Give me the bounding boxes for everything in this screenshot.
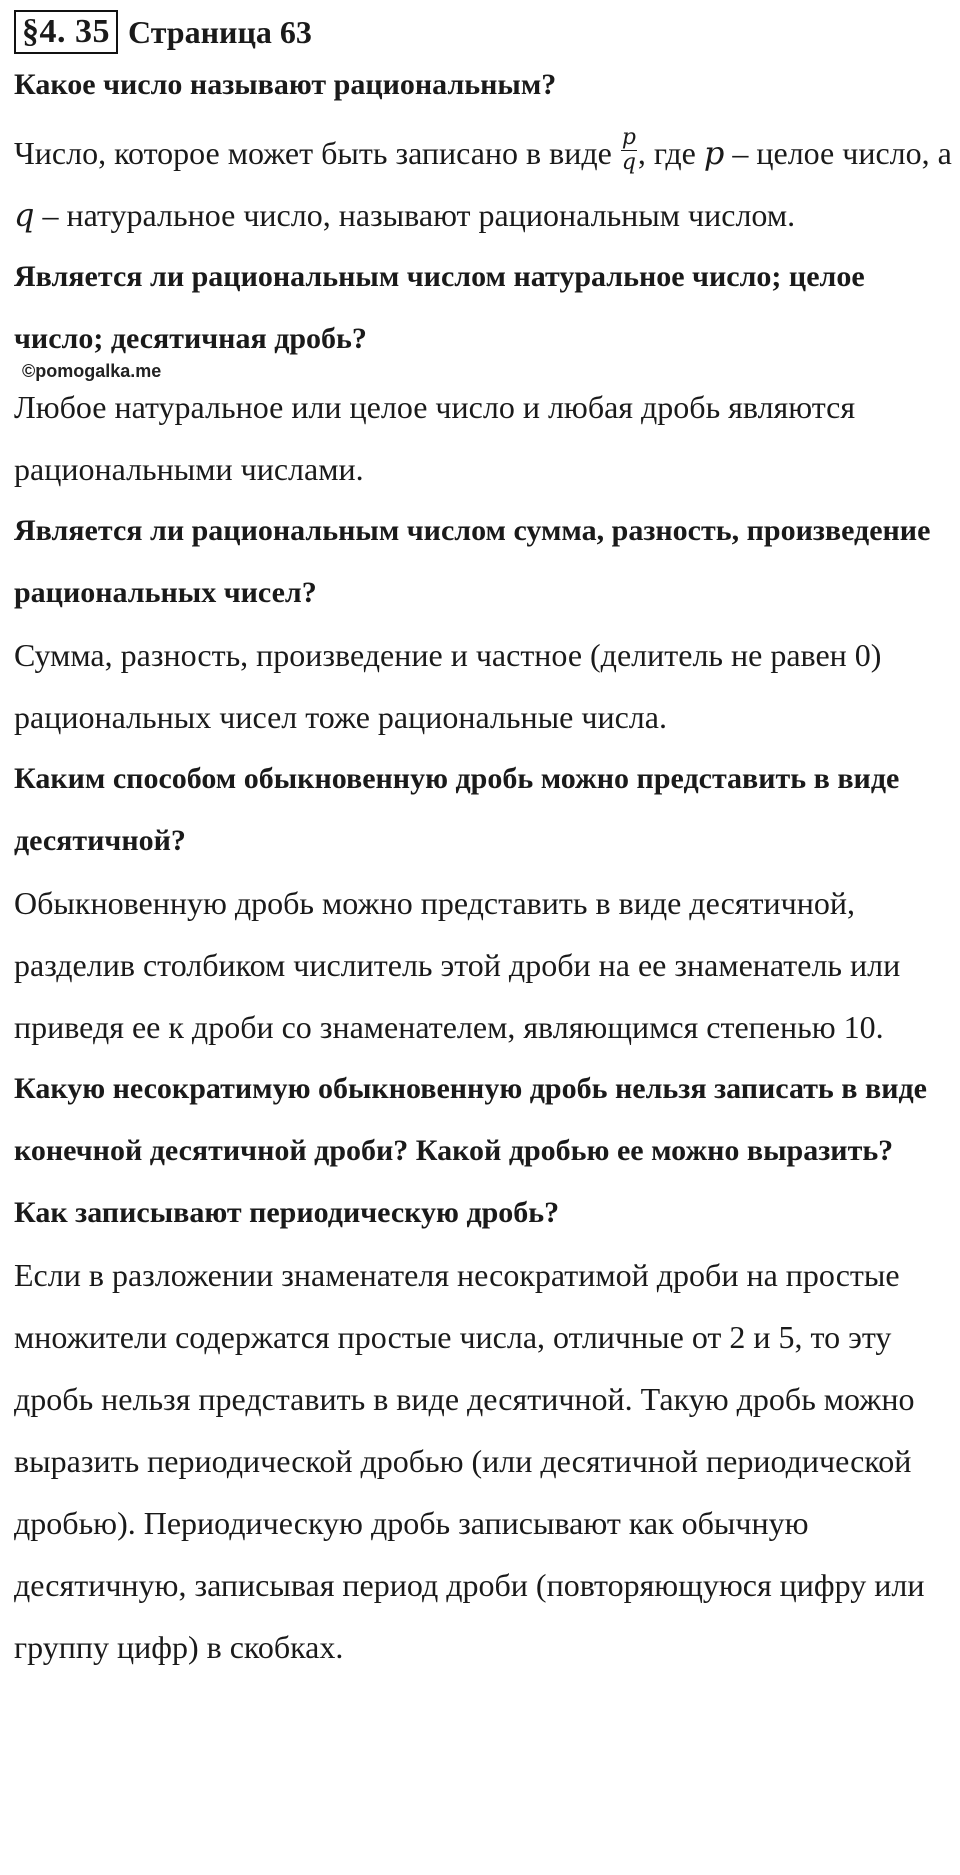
answer-1-text-start: Число, которое может быть записано в виде [14, 135, 620, 171]
page-header [14, 10, 954, 54]
answer-4: Обыкновенную дробь можно представить в виде десятичной, разделив столбиком числитель этой дроби на ее знаменатель или приведя ее к дроби со знаменателем, являющимся степенью 10. [14, 885, 901, 1045]
question-2: Является ли рациональным числом натуральное число; целое число; десятичная дробь? [14, 260, 865, 355]
section-number: §4. 35 [14, 10, 118, 54]
answer-1-text-mid: – целое число, а [724, 135, 952, 171]
question-5: Какую несократимую обыкновенную дробь нельзя записать в виде конечной десятичной дроби? Какой дробью ее можно выразить? Как записывают периодическую дробь? [14, 1072, 927, 1229]
page-title: Страница 63 [128, 14, 312, 50]
answer-1-text-after-frac: , где [637, 135, 704, 171]
answer-1-text-end: – натуральное число, называют рациональным числом. [34, 197, 796, 233]
question-1: Какое число называют рациональным? [14, 68, 557, 101]
fraction-numerator: p [621, 125, 636, 151]
variable-p: p [703, 134, 725, 172]
variable-q: q [14, 196, 35, 234]
answer-5: Если в разложении знаменателя несократимой дроби на простые множители содержатся простые числа, отличные от 2 и 5, то эту дробь нельзя представить в виде десятичной. Такую дробь можно выразить периодической дробью (или десятичной периодической дробью). Периодическую дробь записывают как обычную десятичную, записывая период дроби (повторяющуюся цифру или группу цифр) в скобках. [14, 1257, 925, 1665]
answer-3: Сумма, разность, произведение и частное (делитель не равен 0) рациональных чисел тоже рациональные числа. [14, 637, 882, 735]
fraction-p-over-q [621, 127, 637, 174]
fraction-denominator: q [621, 150, 636, 176]
answer-1 [14, 122, 954, 246]
watermark: ©pomogalka.me [22, 361, 162, 381]
question-4: Каким способом обыкновенную дробь можно представить в виде десятичной? [14, 762, 900, 857]
answer-2: Любое натуральное или целое число и любая дробь являются рациональными числами. [14, 389, 856, 487]
solution-page [14, 10, 954, 1678]
question-3: Является ли рациональным числом сумма, разность, произведение рациональных чисел? [14, 514, 931, 609]
